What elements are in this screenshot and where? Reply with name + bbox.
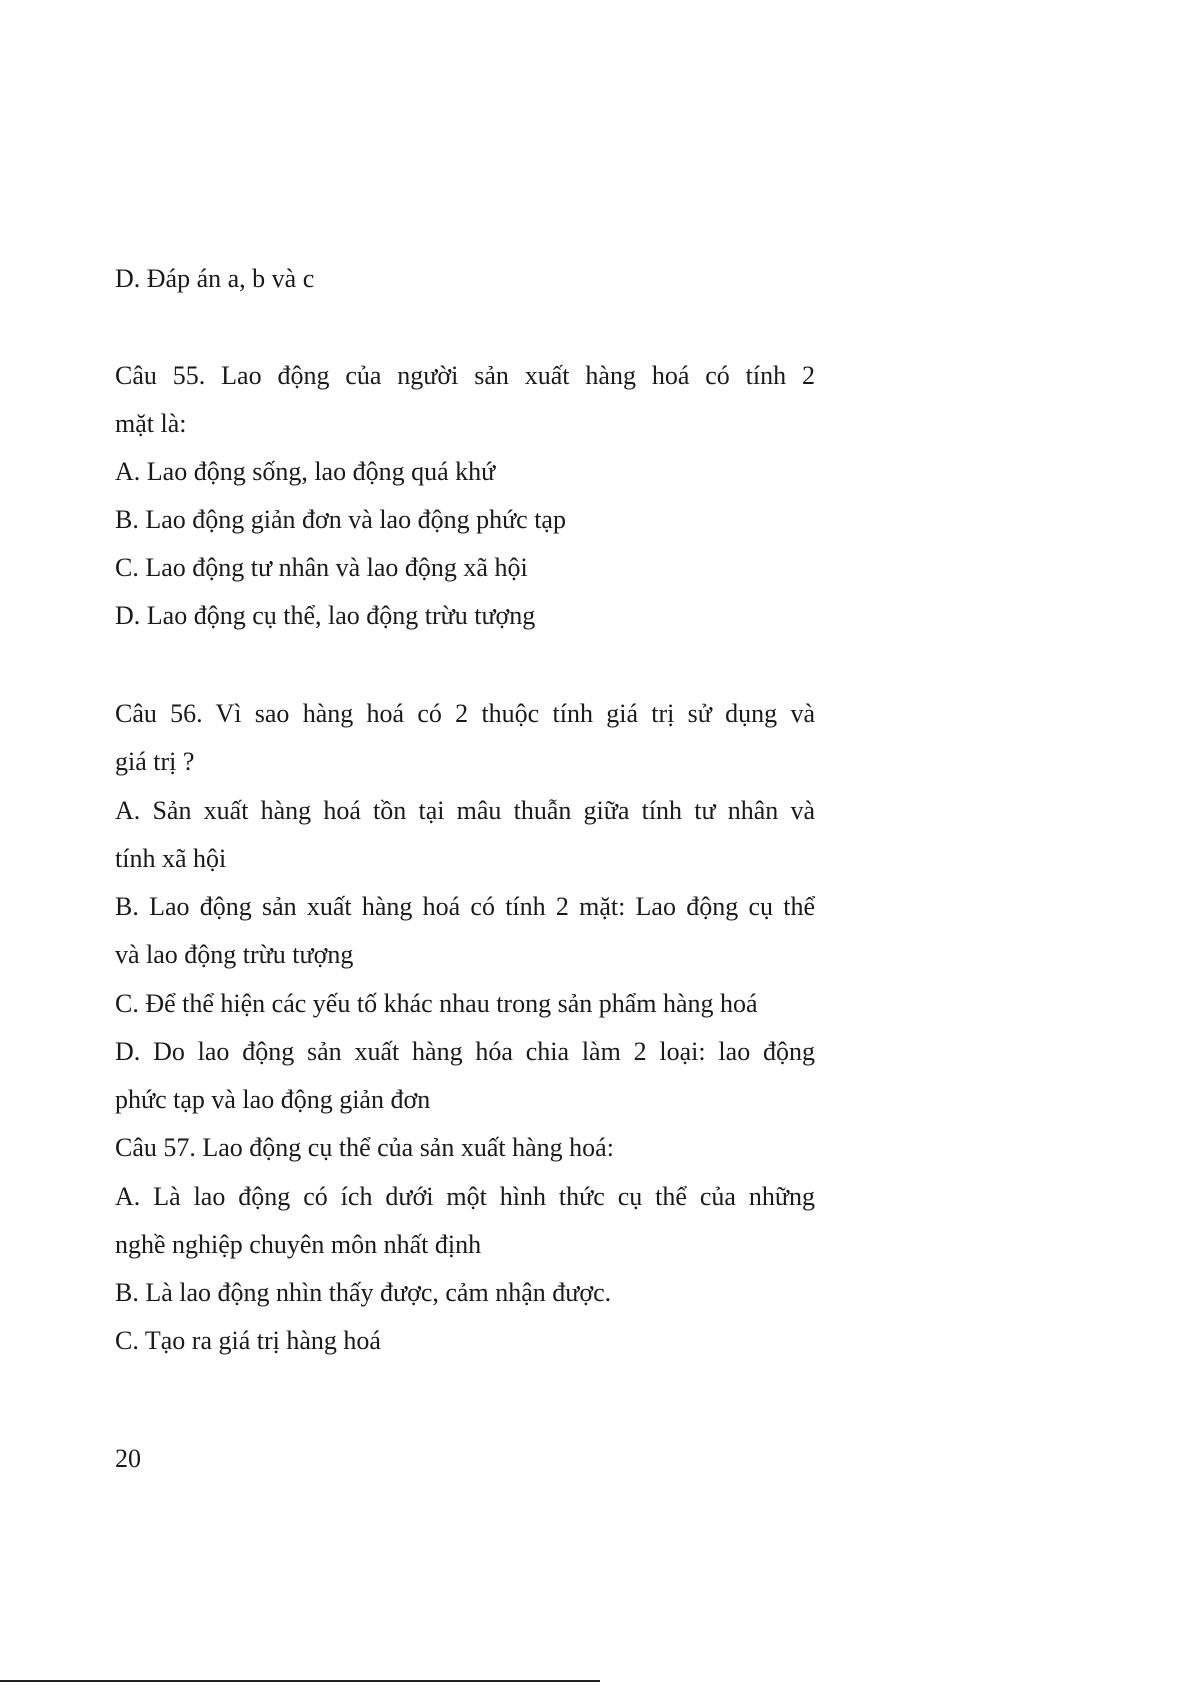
question-56-line-1: Câu 56. Vì sao hàng hoá có 2 thuộc tính giá trị sử dụng và: [115, 699, 815, 728]
answer-line: C. Để thể hiện các yếu tố khác nhau trong sản phẩm hàng hoá: [115, 989, 758, 1018]
answer-line-cont: tính xã hội: [115, 844, 227, 873]
question-55-line-1: Câu 55. Lao động của người sản xuất hàng hoá có tính 2: [115, 361, 815, 390]
answer-line: D. Lao động cụ thể, lao động trừu tượng: [115, 601, 536, 630]
answer-line: C. Tạo ra giá trị hàng hoá: [115, 1326, 381, 1355]
answer-line: C. Lao động tư nhân và lao động xã hội: [115, 553, 528, 582]
answer-line: B. Lao động sản xuất hàng hoá có tính 2 mặt: Lao động cụ thể: [115, 892, 815, 921]
answer-line: D. Đáp án a, b và c: [115, 264, 315, 293]
question-56-line-2: giá trị ?: [115, 747, 195, 776]
answer-line-cont: và lao động trừu tượng: [115, 940, 354, 969]
answer-line: A. Là lao động có ích dưới một hình thức cụ thể của những: [115, 1182, 815, 1211]
answer-line: A. Lao động sống, lao động quá khứ: [115, 457, 496, 486]
answer-line-cont: nghề nghiệp chuyên môn nhất định: [115, 1230, 482, 1259]
answer-line: B. Là lao động nhìn thấy được, cảm nhận được.: [115, 1278, 612, 1307]
page-number: 20: [115, 1444, 141, 1473]
answer-line: A. Sản xuất hàng hoá tồn tại mâu thuẫn giữa tính tư nhân và: [115, 796, 815, 825]
answer-line: D. Do lao động sản xuất hàng hóa chia làm 2 loại: lao động: [115, 1037, 815, 1066]
bottom-rule: [0, 1680, 600, 1682]
answer-line-cont: phức tạp và lao động giản đơn: [115, 1085, 431, 1114]
answer-line: B. Lao động giản đơn và lao động phức tạp: [115, 505, 566, 534]
question-57-line-1: Câu 57. Lao động cụ thể của sản xuất hàng hoá:: [115, 1133, 614, 1162]
question-55-line-2: mặt là:: [115, 409, 187, 438]
